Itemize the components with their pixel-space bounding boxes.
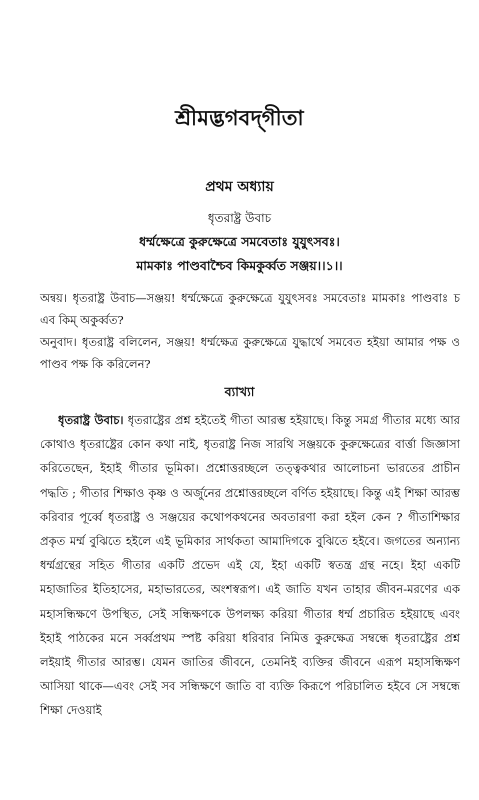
anvay-text: ধৃতরাষ্ট্র উবাচ—সঞ্জয়! ধর্ম্মক্ষেত্রে কুরুক্ষেত্রে যুযুৎসবঃ সমবেতাঃ মামকাঃ পাণ্ডবাঃ চ এব কিম্‌ অকুর্ব্বত? — [40, 291, 460, 327]
speaker-line: ধৃতরাষ্ট্র উবাচ — [207, 211, 272, 225]
book-title: শ্রীমদ্ভগবদ্‌গীতা — [175, 105, 304, 130]
anubad-label: অনুবাদ। — [40, 335, 77, 349]
anvay-label: অন্বয়। — [40, 291, 67, 305]
verse-line-1: ধর্ম্মক্ষেত্রে কুরুক্ষেত্রে সমবেতাঃ যুযুৎসবঃ। — [139, 234, 340, 249]
commentary-paragraph — [40, 408, 460, 723]
commentary-lead: ধৃতরাষ্ট্র উবাচ। — [58, 413, 124, 427]
commentary-text: ধৃতরাষ্ট্রের প্রশ্ন হইতেই গীতা আরম্ভ হইয়াছে। কিন্তু সমগ্র গীতার মধ্যে আর কোথাও ধৃতরাষ্ট্রের কোন কথা নাই, ধৃতরাষ্ট্র নিজ সারথি সঞ্জয়কে কুরুক্ষেত্রের বার্ত্তা জিজ্ঞাসা করিতেছেন, ইহাই গীতার ভূমিকা। প্রশ্নোত্তরচ্ছলে তত্ত্বকথার আলোচনা ভারতের প্রাচীন পদ্ধতি ; গীতার শিক্ষাও কৃষ্ণ ও অর্জুনের প্রশ্নোত্তরচ্ছলে বর্ণিত হইয়াছে। কিন্তু এই শিক্ষা আরম্ভ করিবার পূর্ব্বে ধৃতরাষ্ট্র ও সঞ্জয়ের কথোপকথনের অবতারণা করা হইল কেন ? গীতাশিক্ষার প্রকৃত মর্ম্ম বুঝিতে হইলে এই ভূমিকার সার্থকতা আমাদিগকে বুঝিতে হইবে। জগতের অন্যান্য ধর্ম্মগ্রন্থের সহিত গীতার একটি প্রভেদ এই যে, ইহা একটি স্বতন্ত্র গ্রন্থ নহে। ইহা একটি মহাজাতির ইতিহাসের, মহাভারতের, অংশস্বরূপ। এই জাতি যখন তাহার জীবন-মরণের এক মহাসন্ধিক্ষণে উপস্থিত, সেই সন্ধিক্ষণকে উপলক্ষ্য করিয়া গীতার ধর্ম্ম প্রচারিত হইয়াছে এবং ইহাই পাঠকের মনে সর্ব্বপ্রথম স্পষ্ট করিয়া ধরিবার নিমিত্ত কুরুক্ষেত্র সম্বন্ধে ধৃতরাষ্ট্রের প্রশ্ন লইয়াই গীতার আরম্ভ। যেমন জাতির জীবনে, তেমনিই ব্যক্তির জীবনে এরূপ মহাসন্ধিক্ষণ আসিয়া থাকে—এবং সেই সব সন্ধিক্ষণে জাতি বা ব্যক্তি কিরূপে পরিচালিত হইবে সে সম্বন্ধে শিক্ষা দেওয়াই — [40, 413, 461, 718]
chapter-title: প্রথম অধ্যায় — [205, 179, 274, 195]
verse-line-2: মামকাঃ পাণ্ডবাশ্চৈব কিমকুর্ব্বত সঞ্জয়।।১।। — [136, 258, 343, 273]
anvay-paragraph — [40, 287, 460, 331]
anubad-paragraph — [40, 331, 460, 375]
commentary-heading: ব্যাখ্যা — [224, 384, 255, 399]
anubad-text: ধৃতরাষ্ট্র বলিলেন, সঞ্জয়! ধর্ম্মক্ষেত্র কুরুক্ষেত্রে যুদ্ধার্থে সমবেত হইয়া আমার পক্ষ ও পাণ্ডব পক্ষ কি করিলেন? — [40, 335, 460, 371]
